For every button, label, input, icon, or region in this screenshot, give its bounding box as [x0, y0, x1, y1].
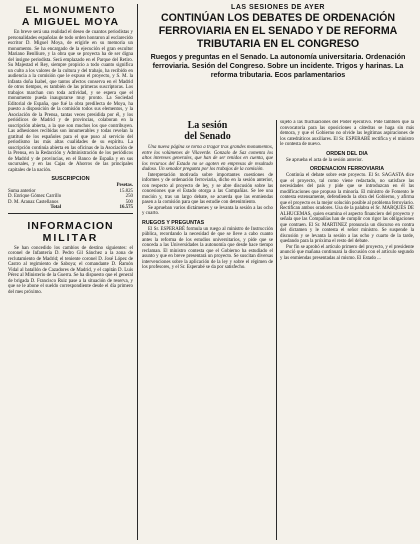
main-article [142, 2, 414, 540]
suscripcion-total-row [8, 205, 133, 211]
senado-title-line-1: La sesión [187, 120, 228, 131]
column-rule [276, 120, 277, 540]
suscripcion-label: D. M. Aranaz Castellanos [8, 199, 59, 205]
suscripcion-col-header: Pesetas. [116, 183, 133, 188]
suscripcion-label: Suma anterior [8, 188, 36, 194]
ruegos-heading: RUEGOS Y PREGUNTAS [142, 219, 205, 226]
monumento-title-line-2: A MIGUEL MOYA [21, 16, 120, 28]
continuation-body: sujeto a las fluctuaciones del Poder ejecutivo. Pide también que la convocatoria para las oposiciones a cátedras se haga sin más demora, y que el Gobierno no olvide las legítimas aspiraciones de los catedráticos auxiliares. El Sr. ESPERABÉ rectifica y el ministro le contesta de nuevo. [280, 120, 414, 147]
suscripcion-label: D. Enrique Gómez Carrillo [8, 194, 62, 199]
ordenacion-body: Continúa el debate sobre este proyecto. El Sr. SAGASTA dice que el proyecto, tal como viene redactado, no satisface las necesidades del país y pide que se introduzcan en él las modificaciones que propuso la minoría. El ministro de Fomento le contesta extensamente, defendiendo la obra del Gobierno, y afirma que el proyecto es la mejor solución posible al problema ferroviario. Rectifican ambos oradores. Usa de la palabra el Sr. MARQUÉS DE ALHUCEMAS, quien examina el aspecto financiero del proyecto y señala que las Compañías han de cumplir con rigor las obligaciones que contraen. El Sr. MARTINEZ pronuncia un discurso en contra del dictamen y le contesta el señor ministro. Se suspende la discusión y se levanta la sesión a las ocho y cuarto de la tarde, quedando para la próxima el resto del debate. [280, 173, 414, 244]
section-kicker: LAS SESIONES DE AYER [231, 4, 325, 11]
senado-body-1: Interpretación motivada sobre importantes cuestiones de informes y de ordenación ferroviaria, dicho en la sesión anterior, con respecto al proyecto de ley, y se abre discusión sobre las concesiones que el Estado otorga a las Compañías. Se lee una moción y, tras un largo debate, se acuerda que las enmiendas pasen a la comisión para que las estudie con detenimiento. [142, 172, 273, 205]
orden-del-dia-body: Se aprueba el acta de la sesión anterior. [286, 157, 363, 163]
senado-body-2: Se aprueban varios dictámenes y se levanta la sesión a las ocho y cuarto. [142, 205, 273, 216]
main-headline: CONTINÚAN LOS DEBATES DE ORDENACIÓN FERROVIARIA EN EL SENADO Y DE REFORMA TRIBUTARIA EN EL CONGRESO [158, 12, 398, 50]
monumento-body: En breve será una realidad el deseo de cuantos periodistas y personalidades españolas de todo orden honraron al esclarecido escritor D. Miguel Moya, de erigirle en su memoria un monumento. Se ha encargado de la ejecución el gran escultor Mariano Benlliure, y la obra que se proyecta ha de ser digna del insigne periodista. Será emplazado en el Parque del Retiro. Su Majestad el Rey, siempre propicio a todo cuanto significa un culto a los valores de la cultura y del trabajo, ha recibido en audiencia a la comisión que le expuso el proyecto, y S. M. la infanta doña Isabel, que tantos afectos conserva en el Madrid de otros tiempos, es también de las primeras suscriptoras. Los trabajos marchan con toda actividad, y se espera que el monumento pueda inaugurarse muy pronto. La Sociedad Editorial de España, que fué la obra predilecta de Moya, ha puesto a disposición de la comisión todos sus elementos, y la Asociación de la Prensa, tantas veces presidida por él, y los periódicos de Madrid y de provincias, colaboran en la suscripción abierta, a la que son muchos los que contribuyen. Las adhesiones recibidas son innumerables y todas revelan la gratitud de los españoles para el que puso al servicio del periodismo las más altas cualidades de su espíritu. La suscripción continúa abierta en las oficinas de la Asociación de la Prensa, en la Redacción y Administración de los periódicos de Madrid y de provincias, en el Banco de España y en sus sucursales, y en las Cajas de Ahorros de las principales capitales de la nación. [8, 30, 133, 173]
suscripcion-table [8, 183, 133, 211]
senado-title-line-2: del Senado [184, 131, 231, 142]
main-subhead: Ruegos y preguntas en el Senado. La autonomía universitaria. Ordenación ferroviaria. Sesión del Congreso. Sobre un incidente. Trigos y harinas. La reforma tributaria. Ecos parlamentarios [150, 52, 406, 80]
monumento-title-line-1: EL MONUMENTO [25, 5, 116, 16]
informacion-title-line-2: MILITAR [42, 231, 99, 244]
suscripcion-amount: 250 [125, 194, 133, 199]
senado-intro: Una nueva página se torna a tragar tras grandes monumentos, entre los volúmenes de Vilaverde. Gonzalo de Saz comenta los altos intereses generales, que han de ser tenidos en cuenta, que los recursos del Estado no se agoten en empresas de resultado dudoso. Un senador pregunta por los trabajos de la comisión. [142, 145, 273, 172]
ordenacion-heading: ORDENACION FERROVIARIA [309, 166, 385, 172]
divider [8, 213, 133, 214]
senado-column [142, 120, 273, 540]
informacion-body: Se han concedido los cambios de destino siguientes: el coronel de Infantería D. Pedro Gil Sánchez a la zona de reclutamiento de Madrid; el teniente coronel D. José López de Castro al regimiento de Saboya; el comandante D. Ramón Vidal al batallón de Cazadores de Madrid, y el capitán D. Luis Pérez al Ministerio de la Guerra. Se ha dispuesto que el general de brigada D. Francisco Ruiz pase a la situación de reserva, y que se le abone el sueldo correspondiente desde el día primero del mes próximo. [8, 245, 133, 295]
suscripcion-amount: 500 [125, 199, 133, 205]
article-columns [142, 120, 414, 540]
orden-del-dia-heading: ORDEN DEL DIA [326, 150, 368, 157]
left-column [8, 2, 133, 540]
suscripcion-amount: 15.825 [119, 188, 133, 194]
ordenacion-column [280, 120, 414, 540]
suscripcion-total-label: Total [50, 205, 62, 210]
suscripcion-total: 16.575 [119, 205, 133, 210]
suscripcion-heading: SUSCRIPCION [51, 176, 90, 182]
ruegos-body: El Sr. ESPERABÉ formula un ruego al ministro de Instrucción pública, recordando la necesidad de que se lleve a cabo cuanto antes la reforma de los estudios universitarios, y pide que se conceda a las Universidades la autonomía que desde hace tiempo reclaman. El ministro contesta que el Gobierno ha estudiado el asunto y que en breve presentará un proyecto. Se suscitan diversas intervenciones sobre la aplicación de la ley y sobre el régimen de los profesores, y el Sr. Esperabé se da por satisfecho. [142, 226, 273, 270]
informacion-title-line-1: INFORMACION [27, 219, 114, 232]
closing-body: Por fin se aprobó el artículo primero del proyecto, y el presidente anunció que mañana continuará la discusión con el artículo segundo y las enmiendas presentadas al mismo. El Estado ... [280, 244, 414, 261]
column-rule [137, 4, 138, 540]
